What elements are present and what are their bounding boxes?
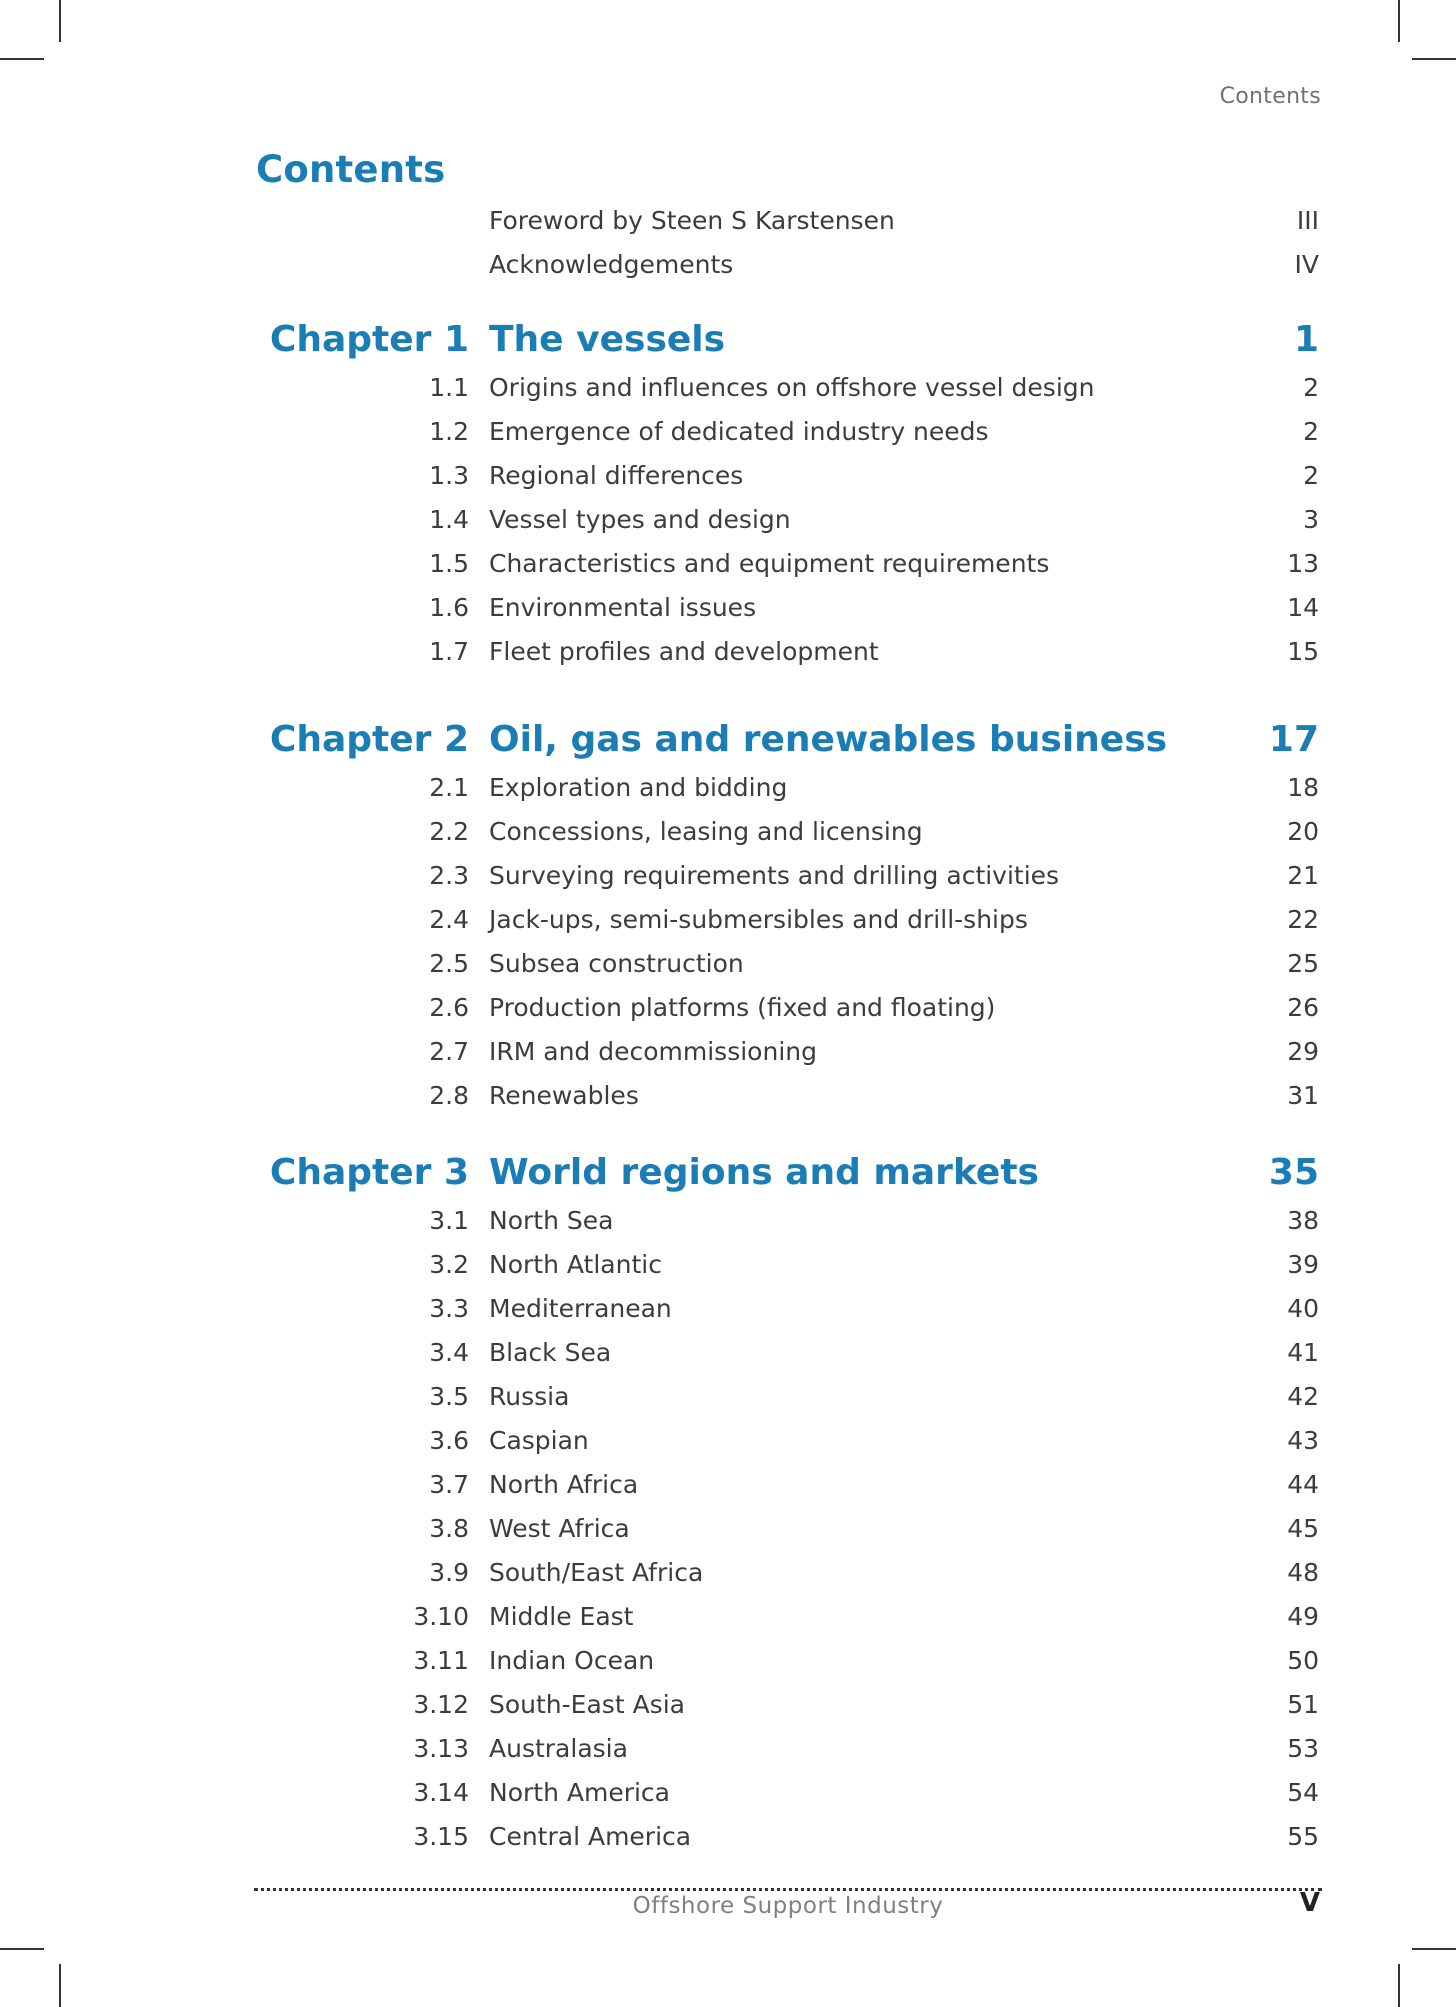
section-page: 3 bbox=[1303, 505, 1319, 534]
section-page: 41 bbox=[1287, 1338, 1319, 1367]
toc-entry[interactable] bbox=[0, 366, 1456, 410]
section-page: 15 bbox=[1287, 637, 1319, 666]
toc-entry[interactable] bbox=[0, 942, 1456, 986]
chapter-title: Oil, gas and renewables business bbox=[489, 719, 1168, 760]
toc-entry[interactable] bbox=[0, 1419, 1456, 1463]
toc-entry[interactable] bbox=[0, 766, 1456, 810]
toc-entry-page: III bbox=[1296, 206, 1319, 235]
crop-mark-bottom-right-h bbox=[1412, 1948, 1456, 1950]
section-page: 49 bbox=[1287, 1602, 1319, 1631]
section-page: 43 bbox=[1287, 1426, 1319, 1455]
section-page: 22 bbox=[1287, 905, 1319, 934]
toc-entry[interactable] bbox=[0, 1375, 1456, 1419]
section-number: 3.4 bbox=[429, 1338, 469, 1367]
section-number: 3.10 bbox=[413, 1602, 469, 1631]
section-number: 3.5 bbox=[429, 1382, 469, 1411]
section-title: Surveying requirements and drilling activities bbox=[489, 861, 1060, 890]
section-title: Renewables bbox=[489, 1081, 639, 1110]
section-page: 18 bbox=[1287, 773, 1319, 802]
footer-dotted-rule bbox=[254, 1888, 1322, 1891]
section-title: Caspian bbox=[489, 1426, 589, 1455]
toc-entry[interactable] bbox=[0, 1507, 1456, 1551]
toc-entry[interactable] bbox=[0, 586, 1456, 630]
toc-entry[interactable] bbox=[0, 498, 1456, 542]
toc-entry[interactable] bbox=[0, 1595, 1456, 1639]
crop-mark-bottom-left-v bbox=[59, 1964, 61, 2007]
section-title: Vessel types and design bbox=[489, 505, 791, 534]
chapter-page: 35 bbox=[1268, 1152, 1319, 1193]
section-title: Mediterranean bbox=[489, 1294, 672, 1323]
section-page: 53 bbox=[1287, 1734, 1319, 1763]
section-title: Russia bbox=[489, 1382, 570, 1411]
section-number: 1.4 bbox=[429, 505, 469, 534]
section-number: 3.2 bbox=[429, 1250, 469, 1279]
footer-publication-title: Offshore Support Industry bbox=[632, 1893, 944, 1919]
running-head: Contents bbox=[1219, 84, 1321, 109]
crop-mark-top-left-v bbox=[59, 0, 61, 42]
section-title: Middle East bbox=[489, 1602, 634, 1631]
section-page: 2 bbox=[1303, 461, 1319, 490]
section-number: 1.7 bbox=[429, 637, 469, 666]
section-title: South-East Asia bbox=[489, 1690, 685, 1719]
crop-mark-bottom-left-h bbox=[0, 1948, 44, 1950]
chapter-page: 1 bbox=[1293, 319, 1319, 360]
section-page: 29 bbox=[1287, 1037, 1319, 1066]
section-page: 45 bbox=[1287, 1514, 1319, 1543]
toc-entry[interactable] bbox=[0, 810, 1456, 854]
footer-page-number: V bbox=[1299, 1888, 1320, 1918]
section-title: Concessions, leasing and licensing bbox=[489, 817, 923, 846]
crop-mark-bottom-right-v bbox=[1398, 1964, 1400, 2007]
section-title: Jack-ups, semi-submersibles and drill-ships bbox=[489, 905, 1028, 934]
chapter-heading-3[interactable] bbox=[0, 1148, 1456, 1198]
toc-entry[interactable] bbox=[0, 1243, 1456, 1287]
chapter-title: World regions and markets bbox=[489, 1152, 1039, 1193]
section-number: 3.9 bbox=[429, 1558, 469, 1587]
section-title: Central America bbox=[489, 1822, 692, 1851]
section-page: 14 bbox=[1287, 593, 1319, 622]
toc-entry[interactable] bbox=[0, 1683, 1456, 1727]
section-number: 1.6 bbox=[429, 593, 469, 622]
section-title: IRM and decommissioning bbox=[489, 1037, 817, 1066]
section-number: 3.8 bbox=[429, 1514, 469, 1543]
chapter-page: 17 bbox=[1268, 719, 1319, 760]
toc-entry[interactable] bbox=[0, 1771, 1456, 1815]
toc-entry-page: IV bbox=[1294, 250, 1319, 279]
section-number: 1.1 bbox=[429, 373, 469, 402]
chapter-label: Chapter 2 bbox=[269, 719, 469, 760]
section-page: 2 bbox=[1303, 373, 1319, 402]
section-number: 2.5 bbox=[429, 949, 469, 978]
section-page: 21 bbox=[1287, 861, 1319, 890]
toc-entry[interactable] bbox=[0, 986, 1456, 1030]
section-number: 2.6 bbox=[429, 993, 469, 1022]
section-title: Origins and influences on offshore vessel design bbox=[489, 373, 1095, 402]
section-page: 38 bbox=[1287, 1206, 1319, 1235]
section-number: 1.5 bbox=[429, 549, 469, 578]
toc-entry[interactable] bbox=[0, 1551, 1456, 1595]
toc-entry-title: Acknowledgements bbox=[489, 250, 734, 279]
section-title: Regional differences bbox=[489, 461, 744, 490]
toc-entry[interactable] bbox=[0, 1727, 1456, 1771]
crop-mark-top-right-h bbox=[1412, 58, 1456, 60]
section-title: Indian Ocean bbox=[489, 1646, 655, 1675]
section-title: Fleet profiles and development bbox=[489, 637, 879, 666]
toc-entry[interactable] bbox=[0, 898, 1456, 942]
section-title: Black Sea bbox=[489, 1338, 612, 1367]
section-page: 25 bbox=[1287, 949, 1319, 978]
section-page: 20 bbox=[1287, 817, 1319, 846]
section-number: 3.13 bbox=[413, 1734, 469, 1763]
section-number: 2.1 bbox=[429, 773, 469, 802]
section-number: 3.11 bbox=[413, 1646, 469, 1675]
toc-entry[interactable] bbox=[0, 1199, 1456, 1243]
section-page: 42 bbox=[1287, 1382, 1319, 1411]
toc-entry[interactable] bbox=[0, 1463, 1456, 1507]
toc-title: Contents bbox=[256, 148, 446, 191]
section-page: 39 bbox=[1287, 1250, 1319, 1279]
section-page: 13 bbox=[1287, 549, 1319, 578]
section-page: 31 bbox=[1287, 1081, 1319, 1110]
section-number: 3.14 bbox=[413, 1778, 469, 1807]
section-page: 54 bbox=[1287, 1778, 1319, 1807]
section-number: 1.3 bbox=[429, 461, 469, 490]
section-number: 2.4 bbox=[429, 905, 469, 934]
section-page: 26 bbox=[1287, 993, 1319, 1022]
section-title: North Atlantic bbox=[489, 1250, 662, 1279]
section-number: 2.3 bbox=[429, 861, 469, 890]
section-number: 3.7 bbox=[429, 1470, 469, 1499]
section-title: Australasia bbox=[489, 1734, 628, 1763]
section-page: 2 bbox=[1303, 417, 1319, 446]
section-title: North Africa bbox=[489, 1470, 639, 1499]
crop-mark-top-left-h bbox=[0, 58, 44, 60]
chapter-label: Chapter 3 bbox=[269, 1152, 469, 1193]
toc-entry[interactable] bbox=[0, 1287, 1456, 1331]
toc-entry[interactable] bbox=[0, 854, 1456, 898]
chapter-title: The vessels bbox=[489, 319, 726, 360]
section-page: 51 bbox=[1287, 1690, 1319, 1719]
section-title: North America bbox=[489, 1778, 670, 1807]
toc-entry-foreword[interactable] bbox=[0, 199, 1456, 243]
toc-entry-acknowledgements[interactable] bbox=[0, 243, 1456, 287]
section-title: North Sea bbox=[489, 1206, 614, 1235]
section-page: 48 bbox=[1287, 1558, 1319, 1587]
section-page: 55 bbox=[1287, 1822, 1319, 1851]
toc-entry[interactable] bbox=[0, 410, 1456, 454]
toc-entry[interactable] bbox=[0, 1331, 1456, 1375]
toc-entry[interactable] bbox=[0, 454, 1456, 498]
chapter-heading-2[interactable] bbox=[0, 715, 1456, 765]
section-number: 3.1 bbox=[429, 1206, 469, 1235]
toc-entry[interactable] bbox=[0, 1030, 1456, 1074]
section-page: 40 bbox=[1287, 1294, 1319, 1323]
section-title: Emergence of dedicated industry needs bbox=[489, 417, 989, 446]
section-page: 44 bbox=[1287, 1470, 1319, 1499]
section-title: South/East Africa bbox=[489, 1558, 704, 1587]
section-number: 2.7 bbox=[429, 1037, 469, 1066]
toc-entry[interactable] bbox=[0, 1074, 1456, 1118]
toc-entry[interactable] bbox=[0, 1815, 1456, 1859]
section-title: Environmental issues bbox=[489, 593, 757, 622]
section-title: Production platforms (fixed and floating) bbox=[489, 993, 996, 1022]
section-number: 2.8 bbox=[429, 1081, 469, 1110]
section-number: 3.6 bbox=[429, 1426, 469, 1455]
section-number: 3.3 bbox=[429, 1294, 469, 1323]
section-number: 2.2 bbox=[429, 817, 469, 846]
chapter-heading-1[interactable] bbox=[0, 315, 1456, 365]
section-number: 3.15 bbox=[413, 1822, 469, 1851]
section-title: Subsea construction bbox=[489, 949, 744, 978]
section-number: 3.12 bbox=[413, 1690, 469, 1719]
section-number: 1.2 bbox=[429, 417, 469, 446]
crop-mark-top-right-v bbox=[1398, 0, 1400, 42]
toc-entry[interactable] bbox=[0, 542, 1456, 586]
section-page: 50 bbox=[1287, 1646, 1319, 1675]
section-title: Exploration and bidding bbox=[489, 773, 788, 802]
toc-entry[interactable] bbox=[0, 630, 1456, 674]
chapter-label: Chapter 1 bbox=[269, 319, 469, 360]
toc-entry-title: Foreword by Steen S Karstensen bbox=[489, 206, 895, 235]
section-title: West Africa bbox=[489, 1514, 630, 1543]
toc-entry[interactable] bbox=[0, 1639, 1456, 1683]
section-title: Characteristics and equipment requirements bbox=[489, 549, 1050, 578]
